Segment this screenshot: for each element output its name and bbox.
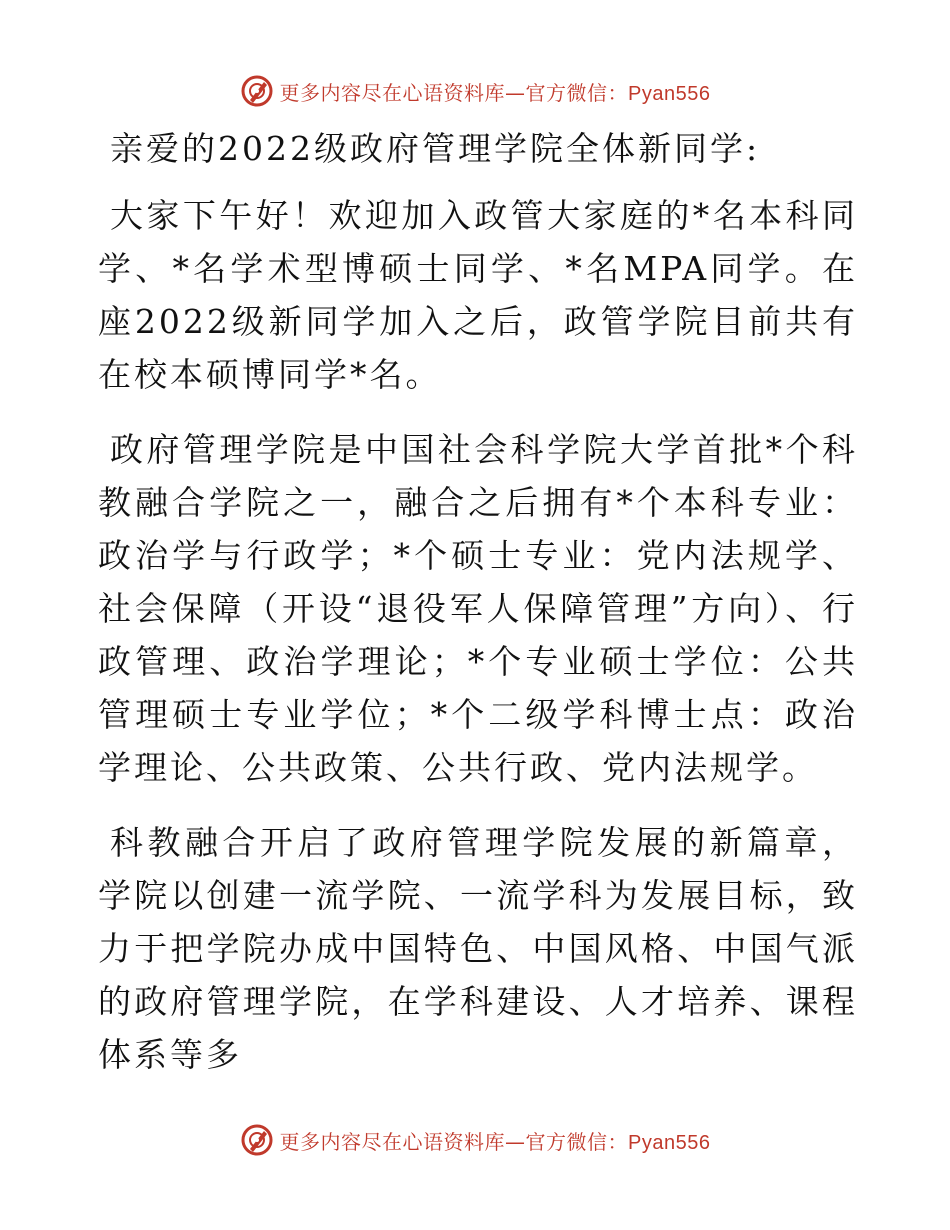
- document-body: [98, 122, 858, 1103]
- pen-logo-icon: [240, 74, 274, 108]
- watermark-text: 更多内容尽在心语资料库—官方微信：Pyan556: [279, 1129, 711, 1154]
- watermark-header: [0, 71, 950, 111]
- pen-logo-icon: [240, 1123, 274, 1157]
- paragraph-3: 科教融合开启了政府管理学院发展的新篇章，学院以创建一流学院、一流学科为发展目标，致力于把学院办成中国特色、中国风格、中国气派的政府管理学院，在学科建设、人才培养、课程体系等多: [98, 823, 858, 1074]
- greeting: 亲爱的2022级政府管理学院全体新同学:: [110, 129, 761, 168]
- watermark-text: 更多内容尽在心语资料库—官方微信：Pyan556: [279, 80, 711, 105]
- watermark-footer: [0, 1120, 950, 1160]
- paragraph-1: 大家下午好！欢迎加入政管大家庭的*名本科同学、*名学术型博硕士同学、*名MPA同学。在座2022级新同学加入之后，政管学院目前共有在校本硕博同学*名。: [98, 196, 858, 394]
- paragraph-2: 政府管理学院是中国社会科学院大学首批*个科教融合学院之一，融合之后拥有*个本科专业：政治学与行政学；*个硕士专业：党内法规学、社会保障（开设“退役军人保障管理”方向）、行政管理、政治学理论；*个专业硕士学位：公共管理硕士专业学位；*个二级学科博士点：政治学理论、公共政策、公共行政、党内法规学。: [98, 430, 858, 787]
